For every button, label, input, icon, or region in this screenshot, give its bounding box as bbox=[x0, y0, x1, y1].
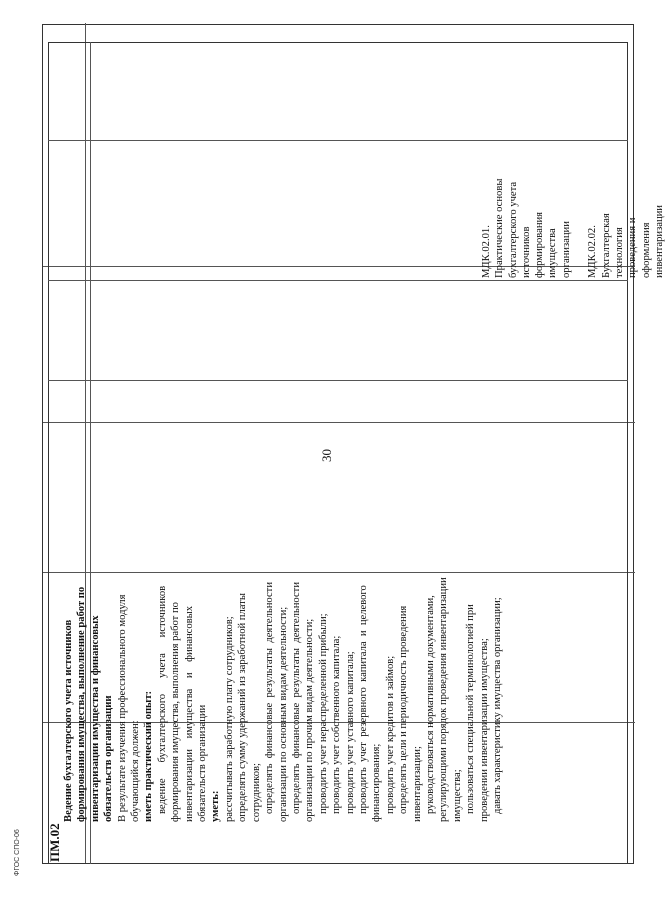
mdk-line: Практические основы bbox=[494, 178, 506, 278]
table-frame bbox=[48, 42, 628, 864]
skill-line: определять сумму удержаний из заработной платы bbox=[237, 593, 249, 822]
skill-line: инвентаризации; bbox=[411, 746, 423, 822]
module-title-line: Ведение бухгалтерского учета источников bbox=[63, 619, 74, 822]
table-divider-horizontal bbox=[48, 140, 628, 141]
skill-line: пользоваться специальной терминологией при bbox=[465, 604, 477, 822]
skill-line: руководствоваться нормативными документами, bbox=[424, 595, 436, 822]
intro-line: обучающийся должен: bbox=[130, 720, 142, 822]
module-code: ПМ.02 bbox=[47, 823, 62, 862]
mdk-line: имущества bbox=[547, 228, 559, 278]
mdk-line: технология bbox=[613, 227, 625, 278]
skills-heading: уметь: bbox=[210, 790, 222, 822]
module-title-line: формирования имущества, выполнение работ по bbox=[76, 586, 88, 822]
mdk-line: Бухгалтерская bbox=[600, 213, 612, 278]
practice-line: обязательств организации bbox=[197, 704, 209, 822]
skill-line: проводить учет нераспределенной прибыли; bbox=[317, 613, 329, 822]
mdk-line: оформления bbox=[640, 222, 652, 278]
skill-line: рассчитывать заработную плату сотрудников; bbox=[223, 616, 235, 822]
skill-line: проводить учет уставного капитала; bbox=[344, 651, 356, 822]
practice-line: формирования имущества, выполнения работ по bbox=[170, 602, 182, 822]
page-number: 30 bbox=[319, 449, 334, 462]
mdk-line: бухгалтерского учета bbox=[507, 181, 519, 278]
mdk-line: МДК.02.01. bbox=[481, 225, 492, 278]
module-title-line: обязательств организации bbox=[103, 695, 115, 822]
practice-line: инвентаризации имущества и финансовых bbox=[183, 605, 195, 822]
skill-line: проводить учет кредитов и займов; bbox=[384, 655, 396, 822]
mdk-line: источников bbox=[520, 226, 532, 278]
skill-line: организации по основным видам деятельности; bbox=[277, 606, 289, 822]
mdk-line: проведения и bbox=[627, 217, 639, 278]
mdk-line: МДК.02.02. bbox=[587, 225, 599, 278]
skill-line: проводить учет резервного капитала и целевого bbox=[357, 585, 369, 822]
footer-label: ФГОС СПО-06 bbox=[14, 829, 21, 876]
skill-line: имущества; bbox=[451, 769, 463, 822]
mdk-line: организации bbox=[560, 221, 572, 278]
table-divider-horizontal bbox=[48, 380, 628, 381]
table-divider-vertical bbox=[90, 42, 91, 864]
practice-heading: иметь практический опыт: bbox=[143, 690, 155, 822]
skill-line: определять финансовые результаты деятельности bbox=[290, 582, 302, 822]
skill-line: финансирования; bbox=[371, 743, 383, 822]
skill-line: давать характеристику имущества организации; bbox=[492, 597, 503, 822]
mdk-line: инвентаризации bbox=[653, 205, 665, 278]
practice-line: ведение бухгалтерского учета источников bbox=[156, 585, 168, 822]
mdk-line: формирования bbox=[534, 211, 546, 278]
skill-line: организации по прочим видам деятельности; bbox=[304, 618, 316, 822]
module-title-line: инвентаризации имущества и финансовых bbox=[89, 615, 101, 822]
skill-line: определять финансовые результаты деятельности bbox=[264, 582, 276, 822]
skill-line: определять цели и периодичность проведения bbox=[398, 605, 410, 822]
skill-line: сотрудников; bbox=[250, 763, 262, 822]
skill-line: проводить учет собственного капитала; bbox=[331, 635, 343, 822]
skill-line: проведении инвентаризации имущества; bbox=[478, 638, 490, 822]
table-divider-horizontal bbox=[48, 280, 628, 281]
skill-line: регулирующими порядок проведения инвентаризации bbox=[438, 577, 450, 822]
intro-line: В результате изучения профессионального модуля bbox=[116, 594, 128, 822]
